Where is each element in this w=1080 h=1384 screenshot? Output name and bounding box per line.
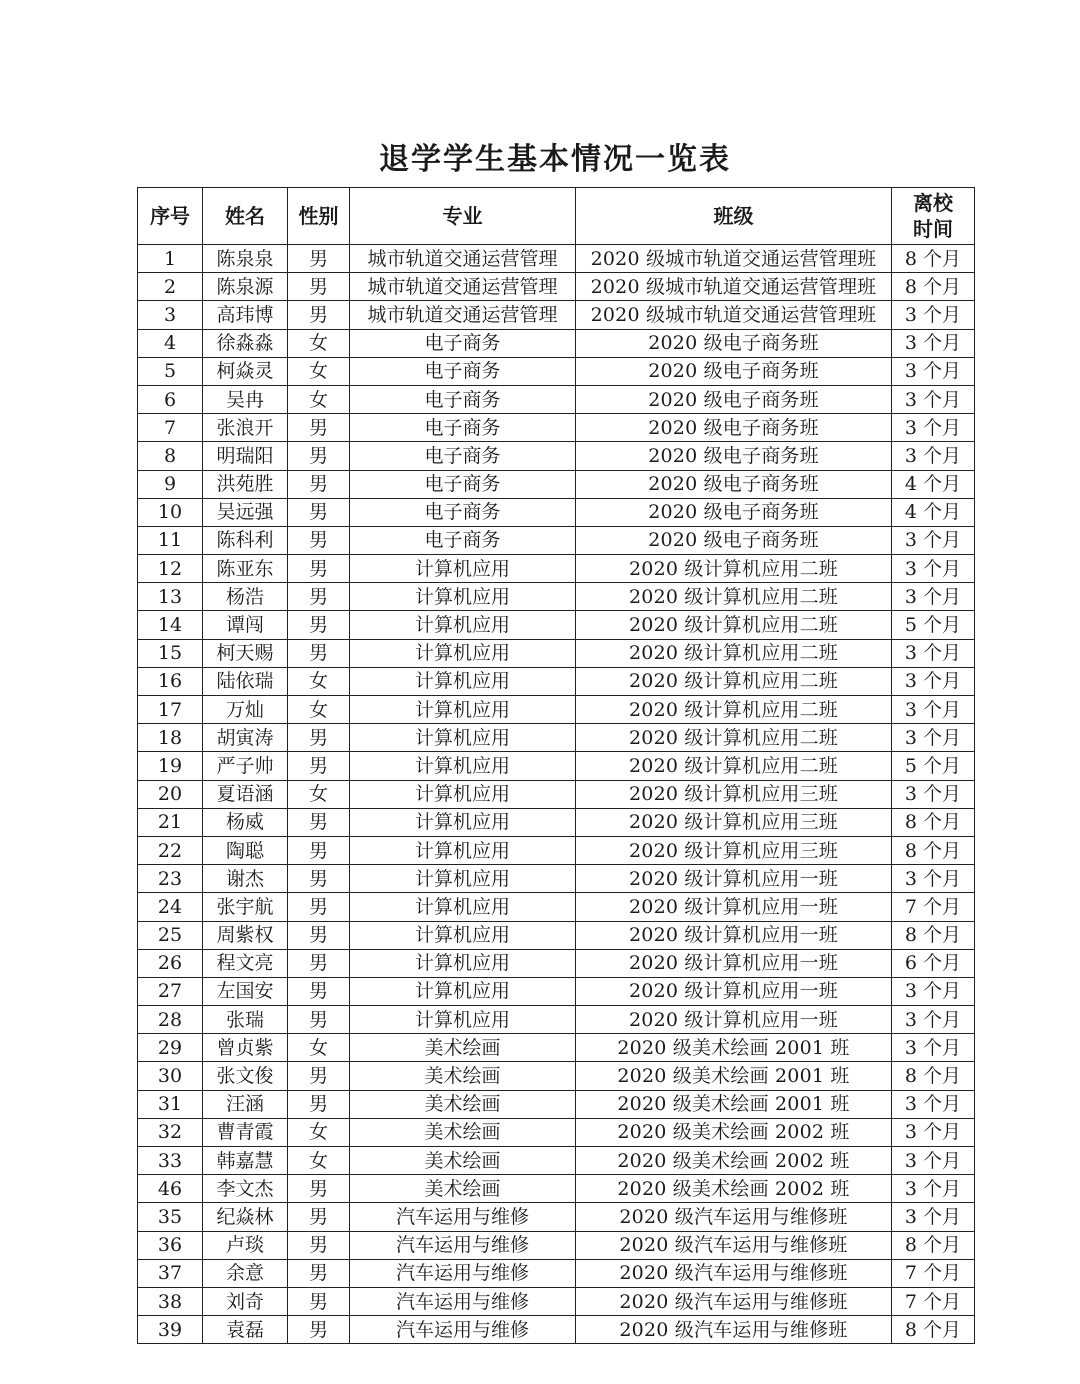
cell-seq: 30 bbox=[138, 1062, 203, 1090]
cell-class: 2020 级美术绘画 2001 班 bbox=[576, 1034, 892, 1062]
cell-gender: 女 bbox=[288, 696, 350, 724]
cell-seq: 14 bbox=[138, 611, 203, 639]
cell-seq: 11 bbox=[138, 526, 203, 554]
cell-major: 城市轨道交通运营管理 bbox=[350, 301, 576, 329]
table-row bbox=[138, 865, 975, 893]
header-class: 班级 bbox=[576, 188, 892, 245]
cell-name: 左国安 bbox=[203, 977, 288, 1005]
cell-major: 计算机应用 bbox=[350, 893, 576, 921]
cell-leave-time: 7 个月 bbox=[892, 1259, 975, 1287]
cell-leave-time: 3 个月 bbox=[892, 667, 975, 695]
cell-leave-time: 3 个月 bbox=[892, 1203, 975, 1231]
student-table bbox=[137, 187, 975, 1344]
cell-leave-time: 8 个月 bbox=[892, 1316, 975, 1344]
cell-seq: 27 bbox=[138, 977, 203, 1005]
cell-name: 陈亚东 bbox=[203, 555, 288, 583]
cell-major: 美术绘画 bbox=[350, 1118, 576, 1146]
cell-class: 2020 级计算机应用一班 bbox=[576, 921, 892, 949]
table-row bbox=[138, 583, 975, 611]
cell-seq: 5 bbox=[138, 357, 203, 385]
cell-name: 张瑞 bbox=[203, 1006, 288, 1034]
cell-seq: 16 bbox=[138, 667, 203, 695]
cell-gender: 女 bbox=[288, 329, 350, 357]
cell-major: 电子商务 bbox=[350, 385, 576, 413]
cell-name: 吴远强 bbox=[203, 498, 288, 526]
header-leave-line1: 离校 bbox=[913, 191, 953, 215]
cell-class: 2020 级计算机应用二班 bbox=[576, 639, 892, 667]
cell-gender: 女 bbox=[288, 780, 350, 808]
cell-gender: 女 bbox=[288, 1034, 350, 1062]
cell-name: 韩嘉慧 bbox=[203, 1147, 288, 1175]
cell-gender: 男 bbox=[288, 1175, 350, 1203]
cell-major: 电子商务 bbox=[350, 470, 576, 498]
cell-leave-time: 3 个月 bbox=[892, 442, 975, 470]
cell-gender: 男 bbox=[288, 977, 350, 1005]
cell-gender: 女 bbox=[288, 1147, 350, 1175]
cell-class: 2020 级美术绘画 2001 班 bbox=[576, 1062, 892, 1090]
cell-leave-time: 3 个月 bbox=[892, 301, 975, 329]
cell-major: 汽车运用与维修 bbox=[350, 1203, 576, 1231]
table-row bbox=[138, 1287, 975, 1315]
cell-class: 2020 级美术绘画 2002 班 bbox=[576, 1175, 892, 1203]
cell-name: 谭闯 bbox=[203, 611, 288, 639]
table-row bbox=[138, 273, 975, 301]
cell-name: 胡寅涛 bbox=[203, 724, 288, 752]
cell-seq: 20 bbox=[138, 780, 203, 808]
cell-seq: 21 bbox=[138, 808, 203, 836]
table-row bbox=[138, 752, 975, 780]
header-row bbox=[138, 188, 975, 245]
cell-seq: 46 bbox=[138, 1175, 203, 1203]
cell-class: 2020 级计算机应用三班 bbox=[576, 836, 892, 864]
cell-major: 汽车运用与维修 bbox=[350, 1259, 576, 1287]
table-row bbox=[138, 301, 975, 329]
cell-seq: 4 bbox=[138, 329, 203, 357]
table-row bbox=[138, 949, 975, 977]
cell-leave-time: 3 个月 bbox=[892, 696, 975, 724]
table-row bbox=[138, 1203, 975, 1231]
cell-seq: 36 bbox=[138, 1231, 203, 1259]
table-row bbox=[138, 1316, 975, 1344]
cell-seq: 29 bbox=[138, 1034, 203, 1062]
cell-major: 汽车运用与维修 bbox=[350, 1287, 576, 1315]
cell-class: 2020 级电子商务班 bbox=[576, 442, 892, 470]
cell-class: 2020 级计算机应用二班 bbox=[576, 696, 892, 724]
cell-seq: 31 bbox=[138, 1090, 203, 1118]
cell-seq: 28 bbox=[138, 1006, 203, 1034]
cell-name: 张文俊 bbox=[203, 1062, 288, 1090]
table-row bbox=[138, 329, 975, 357]
cell-major: 计算机应用 bbox=[350, 611, 576, 639]
cell-leave-time: 3 个月 bbox=[892, 1090, 975, 1118]
table-row bbox=[138, 977, 975, 1005]
table-row bbox=[138, 414, 975, 442]
table-row bbox=[138, 442, 975, 470]
cell-seq: 24 bbox=[138, 893, 203, 921]
cell-seq: 39 bbox=[138, 1316, 203, 1344]
cell-major: 电子商务 bbox=[350, 414, 576, 442]
cell-class: 2020 级电子商务班 bbox=[576, 470, 892, 498]
table-row bbox=[138, 667, 975, 695]
table-row bbox=[138, 498, 975, 526]
cell-class: 2020 级计算机应用一班 bbox=[576, 977, 892, 1005]
cell-leave-time: 3 个月 bbox=[892, 1034, 975, 1062]
cell-class: 2020 级美术绘画 2002 班 bbox=[576, 1118, 892, 1146]
cell-gender: 男 bbox=[288, 301, 350, 329]
cell-class: 2020 级计算机应用二班 bbox=[576, 667, 892, 695]
cell-seq: 13 bbox=[138, 583, 203, 611]
cell-major: 美术绘画 bbox=[350, 1147, 576, 1175]
cell-class: 2020 级电子商务班 bbox=[576, 498, 892, 526]
cell-class: 2020 级美术绘画 2001 班 bbox=[576, 1090, 892, 1118]
cell-class: 2020 级计算机应用一班 bbox=[576, 865, 892, 893]
table-body bbox=[138, 245, 975, 1344]
cell-class: 2020 级电子商务班 bbox=[576, 357, 892, 385]
cell-leave-time: 3 个月 bbox=[892, 385, 975, 413]
cell-leave-time: 8 个月 bbox=[892, 273, 975, 301]
cell-class: 2020 级计算机应用二班 bbox=[576, 555, 892, 583]
cell-major: 计算机应用 bbox=[350, 865, 576, 893]
cell-seq: 12 bbox=[138, 555, 203, 583]
cell-major: 电子商务 bbox=[350, 357, 576, 385]
cell-major: 计算机应用 bbox=[350, 696, 576, 724]
cell-major: 电子商务 bbox=[350, 329, 576, 357]
cell-class: 2020 级汽车运用与维修班 bbox=[576, 1203, 892, 1231]
cell-major: 计算机应用 bbox=[350, 949, 576, 977]
cell-name: 汪涵 bbox=[203, 1090, 288, 1118]
cell-class: 2020 级计算机应用二班 bbox=[576, 583, 892, 611]
table-row bbox=[138, 921, 975, 949]
cell-gender: 男 bbox=[288, 442, 350, 470]
cell-gender: 女 bbox=[288, 385, 350, 413]
cell-gender: 男 bbox=[288, 639, 350, 667]
cell-gender: 男 bbox=[288, 865, 350, 893]
header-leave-time bbox=[892, 188, 975, 245]
table-row bbox=[138, 1147, 975, 1175]
cell-major: 城市轨道交通运营管理 bbox=[350, 245, 576, 273]
cell-name: 程文亮 bbox=[203, 949, 288, 977]
cell-leave-time: 3 个月 bbox=[892, 1175, 975, 1203]
cell-name: 柯天赐 bbox=[203, 639, 288, 667]
cell-gender: 男 bbox=[288, 470, 350, 498]
cell-seq: 26 bbox=[138, 949, 203, 977]
cell-name: 陈科利 bbox=[203, 526, 288, 554]
cell-name: 万灿 bbox=[203, 696, 288, 724]
cell-gender: 男 bbox=[288, 414, 350, 442]
cell-leave-time: 4 个月 bbox=[892, 498, 975, 526]
cell-name: 杨威 bbox=[203, 808, 288, 836]
cell-major: 计算机应用 bbox=[350, 724, 576, 752]
cell-leave-time: 3 个月 bbox=[892, 414, 975, 442]
table-row bbox=[138, 611, 975, 639]
cell-major: 美术绘画 bbox=[350, 1034, 576, 1062]
header-leave-line2: 时间 bbox=[913, 217, 953, 241]
table-row bbox=[138, 1259, 975, 1287]
header-seq: 序号 bbox=[138, 188, 203, 245]
cell-gender: 男 bbox=[288, 921, 350, 949]
cell-leave-time: 3 个月 bbox=[892, 555, 975, 583]
cell-leave-time: 3 个月 bbox=[892, 1147, 975, 1175]
cell-name: 陈泉源 bbox=[203, 273, 288, 301]
cell-class: 2020 级汽车运用与维修班 bbox=[576, 1231, 892, 1259]
cell-seq: 33 bbox=[138, 1147, 203, 1175]
cell-class: 2020 级美术绘画 2002 班 bbox=[576, 1147, 892, 1175]
cell-gender: 男 bbox=[288, 1287, 350, 1315]
cell-major: 汽车运用与维修 bbox=[350, 1316, 576, 1344]
cell-class: 2020 级计算机应用一班 bbox=[576, 949, 892, 977]
cell-major: 计算机应用 bbox=[350, 583, 576, 611]
cell-leave-time: 8 个月 bbox=[892, 1231, 975, 1259]
cell-gender: 男 bbox=[288, 893, 350, 921]
cell-name: 刘奇 bbox=[203, 1287, 288, 1315]
cell-major: 美术绘画 bbox=[350, 1090, 576, 1118]
cell-class: 2020 级汽车运用与维修班 bbox=[576, 1287, 892, 1315]
cell-gender: 男 bbox=[288, 808, 350, 836]
cell-gender: 男 bbox=[288, 724, 350, 752]
cell-major: 电子商务 bbox=[350, 526, 576, 554]
cell-gender: 男 bbox=[288, 245, 350, 273]
cell-leave-time: 5 个月 bbox=[892, 752, 975, 780]
table-row bbox=[138, 1006, 975, 1034]
cell-class: 2020 级计算机应用二班 bbox=[576, 752, 892, 780]
cell-major: 计算机应用 bbox=[350, 752, 576, 780]
header-name: 姓名 bbox=[203, 188, 288, 245]
cell-seq: 1 bbox=[138, 245, 203, 273]
cell-leave-time: 3 个月 bbox=[892, 526, 975, 554]
cell-major: 计算机应用 bbox=[350, 977, 576, 1005]
cell-seq: 32 bbox=[138, 1118, 203, 1146]
cell-gender: 男 bbox=[288, 752, 350, 780]
cell-gender: 男 bbox=[288, 583, 350, 611]
cell-name: 明瑞阳 bbox=[203, 442, 288, 470]
cell-name: 陶聪 bbox=[203, 836, 288, 864]
cell-leave-time: 3 个月 bbox=[892, 1118, 975, 1146]
cell-class: 2020 级计算机应用一班 bbox=[576, 893, 892, 921]
cell-gender: 男 bbox=[288, 1231, 350, 1259]
cell-name: 余意 bbox=[203, 1259, 288, 1287]
table-row bbox=[138, 780, 975, 808]
header-gender: 性别 bbox=[288, 188, 350, 245]
cell-seq: 10 bbox=[138, 498, 203, 526]
cell-name: 陈泉泉 bbox=[203, 245, 288, 273]
table-row bbox=[138, 526, 975, 554]
cell-leave-time: 7 个月 bbox=[892, 1287, 975, 1315]
cell-gender: 男 bbox=[288, 1062, 350, 1090]
cell-gender: 男 bbox=[288, 611, 350, 639]
cell-class: 2020 级城市轨道交通运营管理班 bbox=[576, 301, 892, 329]
cell-seq: 19 bbox=[138, 752, 203, 780]
cell-gender: 女 bbox=[288, 667, 350, 695]
cell-name: 周紫权 bbox=[203, 921, 288, 949]
cell-class: 2020 级汽车运用与维修班 bbox=[576, 1259, 892, 1287]
cell-class: 2020 级汽车运用与维修班 bbox=[576, 1316, 892, 1344]
cell-major: 计算机应用 bbox=[350, 555, 576, 583]
cell-gender: 男 bbox=[288, 526, 350, 554]
cell-major: 电子商务 bbox=[350, 442, 576, 470]
cell-class: 2020 级计算机应用一班 bbox=[576, 1006, 892, 1034]
table-row bbox=[138, 357, 975, 385]
cell-leave-time: 3 个月 bbox=[892, 724, 975, 752]
cell-name: 谢杰 bbox=[203, 865, 288, 893]
cell-gender: 女 bbox=[288, 1118, 350, 1146]
cell-name: 曾贞紫 bbox=[203, 1034, 288, 1062]
table-row bbox=[138, 1062, 975, 1090]
cell-gender: 男 bbox=[288, 1203, 350, 1231]
cell-seq: 9 bbox=[138, 470, 203, 498]
cell-seq: 8 bbox=[138, 442, 203, 470]
cell-class: 2020 级电子商务班 bbox=[576, 385, 892, 413]
cell-seq: 22 bbox=[138, 836, 203, 864]
table-row bbox=[138, 245, 975, 273]
cell-name: 夏语涵 bbox=[203, 780, 288, 808]
cell-name: 陆依瑞 bbox=[203, 667, 288, 695]
cell-seq: 6 bbox=[138, 385, 203, 413]
cell-name: 袁磊 bbox=[203, 1316, 288, 1344]
cell-gender: 男 bbox=[288, 949, 350, 977]
cell-name: 曹青霞 bbox=[203, 1118, 288, 1146]
table-row bbox=[138, 893, 975, 921]
cell-class: 2020 级电子商务班 bbox=[576, 329, 892, 357]
cell-name: 吴冉 bbox=[203, 385, 288, 413]
table-row bbox=[138, 808, 975, 836]
cell-leave-time: 6 个月 bbox=[892, 949, 975, 977]
cell-name: 严子帅 bbox=[203, 752, 288, 780]
cell-major: 电子商务 bbox=[350, 498, 576, 526]
cell-gender: 男 bbox=[288, 836, 350, 864]
cell-name: 纪焱林 bbox=[203, 1203, 288, 1231]
cell-leave-time: 5 个月 bbox=[892, 611, 975, 639]
cell-seq: 15 bbox=[138, 639, 203, 667]
cell-leave-time: 3 个月 bbox=[892, 1006, 975, 1034]
cell-leave-time: 8 个月 bbox=[892, 245, 975, 273]
cell-gender: 男 bbox=[288, 1090, 350, 1118]
cell-seq: 38 bbox=[138, 1287, 203, 1315]
cell-major: 城市轨道交通运营管理 bbox=[350, 273, 576, 301]
cell-name: 张浪开 bbox=[203, 414, 288, 442]
table-row bbox=[138, 1118, 975, 1146]
cell-name: 洪苑胜 bbox=[203, 470, 288, 498]
cell-leave-time: 8 个月 bbox=[892, 1062, 975, 1090]
table-row bbox=[138, 639, 975, 667]
cell-name: 张宇航 bbox=[203, 893, 288, 921]
cell-leave-time: 3 个月 bbox=[892, 329, 975, 357]
cell-name: 高玮博 bbox=[203, 301, 288, 329]
cell-leave-time: 3 个月 bbox=[892, 357, 975, 385]
cell-leave-time: 3 个月 bbox=[892, 639, 975, 667]
cell-class: 2020 级城市轨道交通运营管理班 bbox=[576, 245, 892, 273]
table-row bbox=[138, 696, 975, 724]
cell-gender: 男 bbox=[288, 1316, 350, 1344]
cell-seq: 23 bbox=[138, 865, 203, 893]
cell-seq: 7 bbox=[138, 414, 203, 442]
cell-gender: 男 bbox=[288, 1259, 350, 1287]
cell-major: 计算机应用 bbox=[350, 1006, 576, 1034]
cell-leave-time: 3 个月 bbox=[892, 865, 975, 893]
cell-name: 李文杰 bbox=[203, 1175, 288, 1203]
table-row bbox=[138, 1034, 975, 1062]
table-row bbox=[138, 1175, 975, 1203]
cell-seq: 25 bbox=[138, 921, 203, 949]
page-title: 退学学生基本情况一览表 bbox=[379, 142, 731, 177]
table-row bbox=[138, 555, 975, 583]
cell-seq: 2 bbox=[138, 273, 203, 301]
cell-leave-time: 8 个月 bbox=[892, 808, 975, 836]
cell-class: 2020 级电子商务班 bbox=[576, 526, 892, 554]
cell-leave-time: 8 个月 bbox=[892, 921, 975, 949]
table-header bbox=[138, 188, 975, 245]
cell-major: 计算机应用 bbox=[350, 639, 576, 667]
cell-class: 2020 级电子商务班 bbox=[576, 414, 892, 442]
cell-gender: 男 bbox=[288, 1006, 350, 1034]
cell-class: 2020 级计算机应用三班 bbox=[576, 808, 892, 836]
cell-seq: 35 bbox=[138, 1203, 203, 1231]
cell-major: 计算机应用 bbox=[350, 836, 576, 864]
cell-major: 计算机应用 bbox=[350, 780, 576, 808]
cell-seq: 17 bbox=[138, 696, 203, 724]
cell-seq: 3 bbox=[138, 301, 203, 329]
cell-class: 2020 级城市轨道交通运营管理班 bbox=[576, 273, 892, 301]
cell-leave-time: 7 个月 bbox=[892, 893, 975, 921]
table-row bbox=[138, 1231, 975, 1259]
cell-gender: 男 bbox=[288, 555, 350, 583]
cell-leave-time: 3 个月 bbox=[892, 780, 975, 808]
cell-class: 2020 级计算机应用二班 bbox=[576, 724, 892, 752]
cell-class: 2020 级计算机应用二班 bbox=[576, 611, 892, 639]
cell-seq: 18 bbox=[138, 724, 203, 752]
table-row bbox=[138, 470, 975, 498]
table-row bbox=[138, 836, 975, 864]
cell-major: 汽车运用与维修 bbox=[350, 1231, 576, 1259]
cell-gender: 女 bbox=[288, 357, 350, 385]
cell-major: 美术绘画 bbox=[350, 1062, 576, 1090]
table-row bbox=[138, 724, 975, 752]
header-major: 专业 bbox=[350, 188, 576, 245]
cell-gender: 男 bbox=[288, 273, 350, 301]
cell-major: 美术绘画 bbox=[350, 1175, 576, 1203]
cell-name: 徐淼淼 bbox=[203, 329, 288, 357]
cell-major: 计算机应用 bbox=[350, 667, 576, 695]
table-row bbox=[138, 385, 975, 413]
cell-leave-time: 4 个月 bbox=[892, 470, 975, 498]
cell-name: 卢琰 bbox=[203, 1231, 288, 1259]
cell-name: 杨浩 bbox=[203, 583, 288, 611]
cell-leave-time: 3 个月 bbox=[892, 977, 975, 1005]
cell-major: 计算机应用 bbox=[350, 921, 576, 949]
cell-seq: 37 bbox=[138, 1259, 203, 1287]
cell-class: 2020 级计算机应用三班 bbox=[576, 780, 892, 808]
cell-gender: 男 bbox=[288, 498, 350, 526]
cell-leave-time: 8 个月 bbox=[892, 836, 975, 864]
table-row bbox=[138, 1090, 975, 1118]
cell-leave-time: 3 个月 bbox=[892, 583, 975, 611]
cell-major: 计算机应用 bbox=[350, 808, 576, 836]
cell-name: 柯焱灵 bbox=[203, 357, 288, 385]
